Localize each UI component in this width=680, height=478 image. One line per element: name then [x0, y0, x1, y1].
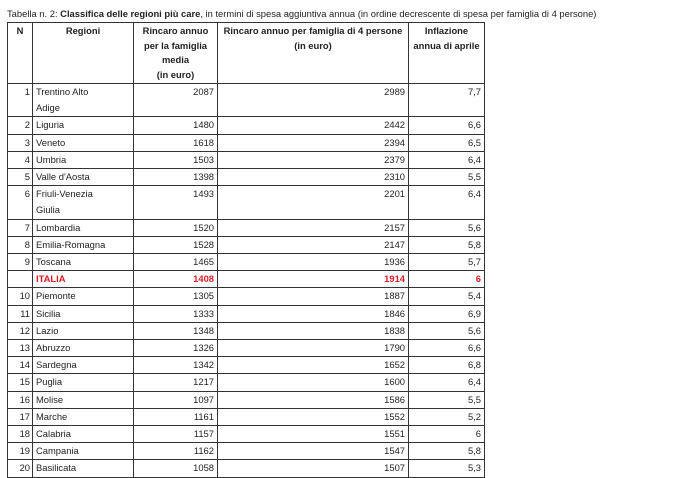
cell-n: 9 — [8, 254, 33, 271]
cell-inflazione: 5,6 — [409, 219, 485, 236]
regione-line: Umbria — [36, 153, 67, 165]
table-row — [8, 186, 485, 219]
regione-line: Friuli-Venezia — [36, 188, 93, 200]
regione-line: Piemonte — [36, 290, 76, 302]
caption-bold: Classifica delle regioni più care — [60, 8, 201, 19]
regione-line: Liguria — [36, 119, 65, 131]
cell-inflazione: 7,7 — [409, 84, 485, 117]
cell-inflazione: 5,3 — [409, 460, 485, 477]
cell-regione — [33, 84, 134, 117]
cell-regione — [33, 134, 134, 151]
cell-famiglia: 2157 — [218, 219, 409, 236]
cell-regione — [33, 219, 134, 236]
cell-media: 1342 — [134, 357, 218, 374]
regione-line: Adige — [36, 102, 60, 114]
cell-inflazione: 6,4 — [409, 374, 485, 391]
cell-n — [8, 271, 33, 288]
table-row — [8, 219, 485, 236]
cell-famiglia: 1507 — [218, 460, 409, 477]
regione-line: Toscana — [36, 256, 71, 268]
regione-line: Puglia — [36, 376, 63, 388]
header-row — [8, 23, 485, 84]
header-media-line: per la famiglia — [143, 39, 208, 51]
header-famiglia — [218, 23, 409, 84]
regione-line: Valle d'Aosta — [36, 171, 90, 183]
cell-famiglia: 2442 — [218, 117, 409, 134]
table-row-total — [8, 271, 485, 288]
cell-regione — [33, 151, 134, 168]
table-row — [8, 169, 485, 186]
cell-n: 14 — [8, 357, 33, 374]
regione-line: Campania — [36, 445, 79, 457]
table-body — [8, 84, 485, 478]
cell-n: 2 — [8, 117, 33, 134]
cell-regione — [33, 443, 134, 460]
cell-n: 5 — [8, 169, 33, 186]
cell-n: 12 — [8, 322, 33, 339]
cell-n: 3 — [8, 134, 33, 151]
table-row — [8, 391, 485, 408]
cell-famiglia: 1838 — [218, 322, 409, 339]
caption-prefix: Tabella n. 2: — [7, 8, 61, 19]
cell-media: 1348 — [134, 322, 218, 339]
cell-inflazione: 6,4 — [409, 186, 485, 219]
cell-media: 1058 — [134, 460, 218, 477]
regione-line: Lombardia — [36, 221, 81, 233]
cell-n: 10 — [8, 288, 33, 305]
header-inflazione-line: annua di aprile — [413, 39, 480, 51]
regione-line: Basilicata — [36, 462, 77, 474]
regione-line: Calabria — [36, 428, 71, 440]
cell-famiglia: 1846 — [218, 305, 409, 322]
cell-famiglia: 1887 — [218, 288, 409, 305]
cell-regione — [33, 322, 134, 339]
cell-regione — [33, 374, 134, 391]
table-row — [8, 305, 485, 322]
cell-media: 1217 — [134, 374, 218, 391]
cell-n: 13 — [8, 340, 33, 357]
cell-regione — [33, 305, 134, 322]
cell-regione — [33, 236, 134, 253]
cell-media: 2087 — [134, 84, 218, 117]
cell-inflazione: 5,4 — [409, 288, 485, 305]
cell-media: 1161 — [134, 408, 218, 425]
cell-n: 8 — [8, 236, 33, 253]
cell-media: 1465 — [134, 254, 218, 271]
header-inflazione — [409, 23, 485, 84]
cell-n: 7 — [8, 219, 33, 236]
header-media — [134, 23, 218, 84]
cell-media: 1528 — [134, 236, 218, 253]
cell-famiglia: 1552 — [218, 408, 409, 425]
table-row — [8, 134, 485, 151]
regione-line: Trentino Alto — [36, 86, 89, 97]
table-row — [8, 340, 485, 357]
cell-famiglia: 2310 — [218, 169, 409, 186]
cell-regione — [33, 357, 134, 374]
cell-inflazione: 6,4 — [409, 151, 485, 168]
cell-n: 15 — [8, 374, 33, 391]
cell-media: 1493 — [134, 186, 218, 219]
cell-inflazione: 5,5 — [409, 169, 485, 186]
header-media-line: Rincaro annuo — [142, 25, 209, 36]
cell-media: 1162 — [134, 443, 218, 460]
cell-inflazione: 6,5 — [409, 134, 485, 151]
cell-famiglia: 1586 — [218, 391, 409, 408]
cell-media: 1408 — [134, 271, 218, 288]
regione-line: Sicilia — [36, 307, 61, 319]
table-row — [8, 254, 485, 271]
cell-famiglia: 2379 — [218, 151, 409, 168]
table-row — [8, 374, 485, 391]
cell-n: 17 — [8, 408, 33, 425]
cell-inflazione: 6,9 — [409, 305, 485, 322]
table-row — [8, 151, 485, 168]
cell-inflazione: 6,8 — [409, 357, 485, 374]
table-row — [8, 322, 485, 339]
table-row — [8, 236, 485, 253]
header-media-line: (in euro) — [156, 68, 195, 80]
cell-famiglia: 1652 — [218, 357, 409, 374]
table-row — [8, 408, 485, 425]
cell-famiglia: 1914 — [218, 271, 409, 288]
cell-regione — [33, 169, 134, 186]
regione-line: Lazio — [36, 324, 59, 336]
cell-media: 1503 — [134, 151, 218, 168]
cell-inflazione: 6 — [409, 271, 485, 288]
cell-famiglia: 2201 — [218, 186, 409, 219]
table-row — [8, 443, 485, 460]
cell-regione — [33, 408, 134, 425]
regione-line: Abruzzo — [36, 342, 71, 354]
cell-n: 11 — [8, 305, 33, 322]
regione-line: Giulia — [36, 204, 60, 216]
cell-famiglia: 2989 — [218, 84, 409, 117]
header-regioni: Regioni — [33, 23, 134, 84]
cell-n: 18 — [8, 426, 33, 443]
cell-n: 6 — [8, 186, 33, 219]
cell-famiglia: 1547 — [218, 443, 409, 460]
cell-inflazione: 5,7 — [409, 254, 485, 271]
table-row — [8, 84, 485, 117]
caption-rest: , in termini di spesa aggiuntiva annua (in ordine decrescente di spesa per famiglia di 4 persone) — [200, 8, 597, 19]
cell-media: 1333 — [134, 305, 218, 322]
table-row — [8, 288, 485, 305]
cell-media: 1097 — [134, 391, 218, 408]
cell-media: 1398 — [134, 169, 218, 186]
cell-regione — [33, 254, 134, 271]
cell-famiglia: 1936 — [218, 254, 409, 271]
cell-regione — [33, 186, 134, 219]
regione-line: Molise — [36, 393, 64, 405]
table-row — [8, 357, 485, 374]
cell-inflazione: 6,6 — [409, 117, 485, 134]
cell-n: 16 — [8, 391, 33, 408]
cell-media: 1520 — [134, 219, 218, 236]
cell-inflazione: 5,2 — [409, 408, 485, 425]
cell-media: 1480 — [134, 117, 218, 134]
cell-regione — [33, 288, 134, 305]
cell-regione — [33, 426, 134, 443]
header-media-line: media — [161, 54, 190, 65]
cell-n: 1 — [8, 84, 33, 117]
cell-n: 4 — [8, 151, 33, 168]
regione-line: ITALIA — [36, 273, 66, 285]
cell-famiglia: 1551 — [218, 426, 409, 443]
cell-inflazione: 5,8 — [409, 236, 485, 253]
regione-line: Marche — [36, 410, 68, 422]
cell-media: 1326 — [134, 340, 218, 357]
cell-famiglia: 1600 — [218, 374, 409, 391]
cell-inflazione: 5,6 — [409, 322, 485, 339]
cell-famiglia: 1790 — [218, 340, 409, 357]
table-row — [8, 426, 485, 443]
cell-regione — [33, 271, 134, 288]
cell-inflazione: 5,8 — [409, 443, 485, 460]
regione-line: Veneto — [36, 136, 66, 148]
cell-media: 1618 — [134, 134, 218, 151]
table-row — [8, 460, 485, 477]
header-inflazione-line: Inflazione — [424, 25, 469, 36]
cell-n: 19 — [8, 443, 33, 460]
cell-inflazione: 6 — [409, 426, 485, 443]
cell-regione — [33, 460, 134, 477]
cell-regione — [33, 391, 134, 408]
table-caption — [7, 8, 680, 20]
header-famiglia-line: (in euro) — [294, 39, 332, 51]
cell-inflazione: 6,6 — [409, 340, 485, 357]
cell-regione — [33, 340, 134, 357]
regione-line: Sardegna — [36, 359, 77, 371]
cell-famiglia: 2394 — [218, 134, 409, 151]
header-famiglia-line: Rincaro annuo per famiglia di 4 persone — [223, 25, 403, 36]
cell-regione — [33, 117, 134, 134]
cell-inflazione: 5,5 — [409, 391, 485, 408]
regione-line: Emilia-Romagna — [36, 238, 106, 250]
regions-table — [7, 22, 485, 478]
cell-media: 1305 — [134, 288, 218, 305]
cell-famiglia: 2147 — [218, 236, 409, 253]
table-row — [8, 117, 485, 134]
cell-n: 20 — [8, 460, 33, 477]
cell-media: 1157 — [134, 426, 218, 443]
header-n: N — [8, 23, 33, 84]
